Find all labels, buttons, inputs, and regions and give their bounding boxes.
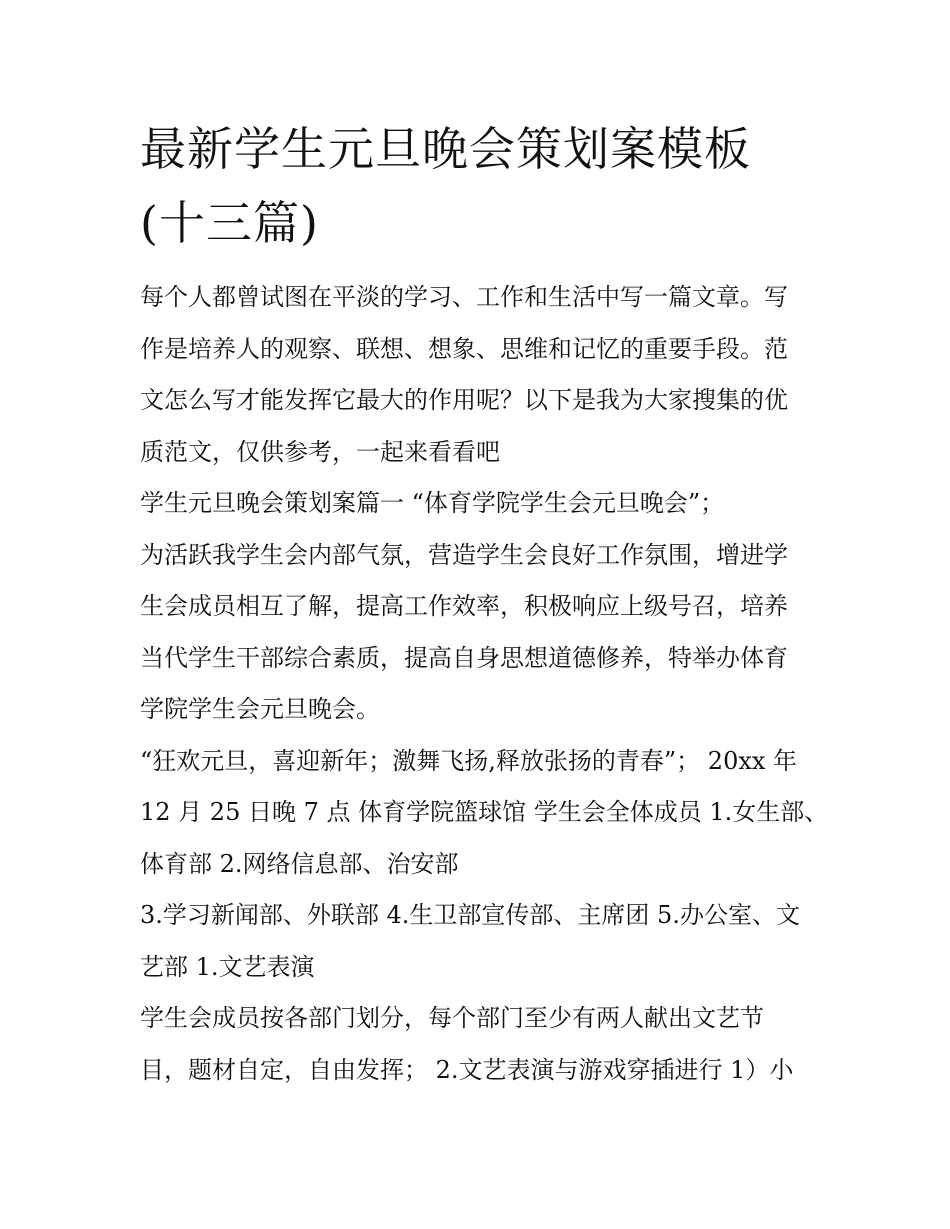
text-line: 艺部 1.文艺表演	[140, 952, 315, 981]
purpose-paragraph	[140, 530, 812, 736]
text-line: 学生元旦晚会策划案篇一 “体育学院学生会元旦晚会”；	[140, 489, 725, 517]
text-line: 为活跃我学生会内部气氛，营造学生会良好工作氛围，增进学	[140, 540, 788, 569]
section-heading-paragraph	[140, 478, 812, 530]
groups-paragraph	[140, 890, 812, 993]
text-line: 12 月 25 日晚 7 点 体育学院篮球馆 学生会全体成员 1.女生部、	[140, 798, 829, 826]
text-line: 学院学生会元旦晚会。	[140, 695, 380, 723]
text-line: 3.学习新闻部、外联部 4.生卫部宣传部、主席团 5.办公室、文	[140, 901, 800, 929]
text-line: 文怎么写才能发挥它最大的作用呢？以下是我为大家搜集的优	[140, 386, 788, 414]
text-line: 作是培养人的观察、联想、想象、思维和记忆的重要手段。范	[140, 334, 788, 363]
text-line: “狂欢元旦，喜迎新年；激舞飞扬,释放张扬的青春”； 20xx 年	[140, 746, 798, 775]
title-line: 最新学生元旦晚会策划案模板	[140, 122, 751, 176]
text-line: 生会成员相互了解，提高工作效率，积极响应上级号召，培养	[140, 592, 788, 620]
text-line: 学生会成员按各部门划分，每个部门至少有两人献出文艺节	[140, 1004, 764, 1032]
intro-paragraph	[140, 272, 812, 478]
text-line: 当代学生干部综合素质，提高自身思想道德修养，特举办体育	[140, 643, 788, 672]
theme-paragraph	[140, 736, 829, 891]
text-line: 质范文，仅供参考，一起来看看吧	[140, 437, 500, 466]
document-title	[140, 112, 812, 260]
title-line: (十三篇)	[140, 196, 319, 250]
document-content	[140, 112, 829, 1096]
performance-paragraph	[140, 993, 812, 1096]
text-line: 体育部 2.网络信息部、治安部	[140, 849, 459, 878]
text-line: 目，题材自定，自由发挥； 2.文艺表演与游戏穿插进行 1）小	[140, 1055, 794, 1084]
text-line: 每个人都曾试图在平淡的学习、工作和生活中写一篇文章。写	[140, 283, 788, 311]
